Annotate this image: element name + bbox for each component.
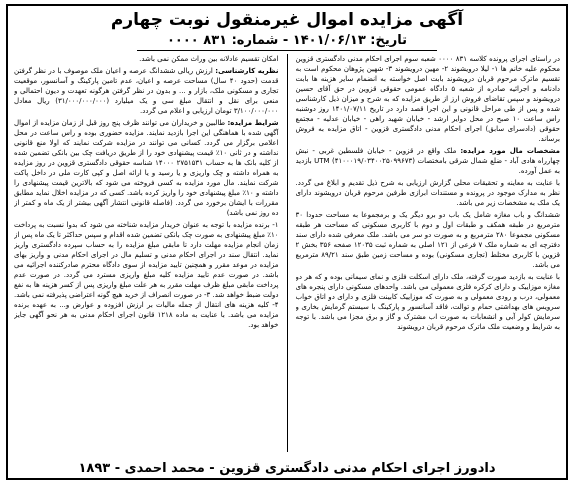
expert-opinion-heading: نظریه کارشناسی: <box>215 67 279 75</box>
notice-date-number: تاریخ: ۱۴۰۱/۰۶/۱۳ - شماره: ۸۳۱ ۰۰۰۰ <box>137 32 437 51</box>
paragraph-auction-terms <box>14 118 279 218</box>
auction-terms-text: طالبین و خریداران می توانند ظرف پنج روز قبل از زمان مزایده از اموال آگهی شده با هماهنگی این اجرا بازدید نمایند. مزایده حضوری بوده و راس ساعت در محل اعلامی برگزار می گردد. کسانی می توانند در مزایده شرکت نمایند که اولا منع قانونی نداشته و در ثانی ۱۰٪ قیمت پیشنهادی خود را از طریق دریافت چک بین بانکی تضمین شده از کلیه بانک ها به حساب ۲۷۵۱۵۳۱ ۱۴۰۰۰ شناسه حقوقی دادگستری قزوین در روز مزایده به همراه داشته و چک واریزی و یا رسید و یا ارائه اصل و کپی کارت ملی در داخل پاکت شرکت نمایند. مال مورد مزایده به کسی فروخته می شود که بالاترین قیمت پیشنهادی را داشته و ۱۰٪ مبلغ پیشنهادی خود را واریز کرده باشد. کسی که در مزایده اخلال نماید مطابق مقررات با ایشان برخورد می گردد. (فاصله قانونی انتشار آگهی بیشتر از یک ماه و کمتر از ده روز نمی باشد) <box>14 119 279 217</box>
expert-opinion-text: ارزش ریالی ششدانگ عرصه و اعیان ملک موصوف با در نظر گرفتن قدمت (حدود ۴۰ سال) مساحت عرصه و اعیان، عدم تامین پارکینگ و آسانسور، موقعیت تجاری و مسکونی ملک، بازار و ... و بدون در نظر گرفتن هرگونه تعهدت و دیون احتمالی و منعی برای نقل و انتقال مبلغ سی و یک میلیارد (۳۱/۰۰۰/۰۰۰/۰۰۰) ریال معادل ۳/۱۰۰/۰۰۰/۰۰۰ تومان ارزیابی و اعلام می گردد. <box>14 67 279 115</box>
property-spec-text: ملک واقع در قزوین - خیابان فلسطین غربی - نبش چهارراه هادی آباد - ضلع شمال شرقی بامختصات UTM (۴۱۰۰۰۱۹/۰۳۴۰۰۲۵۰۹۹۶۷۳) بازدید به عمل آورده. <box>295 147 560 175</box>
notice-frame <box>6 4 568 480</box>
column-divider <box>287 54 288 452</box>
paragraph-property-spec <box>296 146 561 176</box>
paragraph-building-features: با عنایت به بازدید صورت گرفته، ملک دارای اسکلت فلزی و نمای سیمانی بوده و که هر دو مغازه موزاییک و دارای کرکره فلزی معمولی می باشد. واحدهای مسکونی دارای پنجره های معمولی، درب و رودی معمولی و به صورت که موزاییک کابینت فلزی و دارای دو اتاق خواب سرویس های بهداشتی حمام و توالت، فاقد آسانسور و پارکینگ با سیستم گرمایش بخاری و سرمایش کولر آبی و انشعابات به صورت اب مشترک و گاز و برق مجزا می باشد. با توجه به شرایط و وضعیت ملک ماترک مرحوم قربان درویشوند <box>295 273 560 331</box>
paragraph-expert-opinion <box>14 66 279 116</box>
paragraph-inspection: با عنایت به معاینه و تحقیقات محلی گزارش ارزیابی به شرح ذیل تقدیم و ابلاغ می گردد. نظر به مدارک موجود در پرونده و مستندات ابرازی طرفین مرحوم قربان درویشوند دارای یک ملک به مشخصات زیر می باشد. <box>295 179 560 207</box>
paragraph-winner-terms: ۱- برنده مزایده با توجه به عنوان خریدار مزایده شناخته می شود که بدوا نسبت به پرداخت ۱۰٪ مبلغ پیشنهادی به صورت چک بانکی تضمین شده اقدام و سپس حداکثر تا یک ماه پس از زمان انجام مزایده مهلت دارد تا مابقی مبلغ مزایده را به حساب سپرده دادگستری واریز نماید. انتقال سند در اجرای احکام مدنی و تسلیم مال در اجرای احکام مدنی و واریز بهای مزایده در موعد مقرر و همچنین تایید مزایده از سوی دادگاه محترم صادرکننده اجرائیه می باشد. در صورت عدم تایید مزایده کلیه مبلغ واریزی مسترد می گردد. در صورت عدم پرداخت مابقی مبلغ ظرف مهلت مقرر به هر علت مبلغ واریزی پس از کسر هزینه ها به نفع دولت ضبط خواهد شد. ۳- در صورت انصراف از خرید هیچ گونه اعتراضی پذیرفته نمی باشد. ۴- کلیه هزینه های انتقال از جمله مالیات بر ارزش افزوده و عوارض و... به عهده برنده مزایده می باشد. با عنایت به ماده ۱۲۱۸ قانون اجرای احکام مدنی به هر نحو آگهی جایز خواهد بود. <box>14 221 279 329</box>
notice-signature: دادورز اجرای احکام مدنی دادگستری قزوین - محمد احمدی - ۱۸۹۳ <box>78 461 496 476</box>
right-column <box>296 54 561 452</box>
notice-body <box>14 54 560 452</box>
paragraph-intro: در راستای اجرای پرونده کلاسه ۸۳۱ ۰۰۰۰ شعبه سوم اجرای احکام مدنی دادگستری قزوین محکوم علیه خانم ها ۱- لیلا درویشوند ۲- مهین درویشوند ۳- شهین پژوهان محکوم است به تقسیم ماترک مرحوم قربان درویشوند بابت اصل خواسته به انضمام سایر هزینه ها بابت دادنامه و اجرائیه صادره از شعبه ۵ دادگاه عمومی حقوقی قزوین در حق آقای حسین درویشوند و سپس تقاضای فروش ارز از طریق مزایده که به شرح و میزان ذیل کارشناسی شده و پس از طی مراحل قانونی و این اجرا قصد دارد در تاریخ ۱۴۰۱/۰۷/۱۱ روز دوشنبه راس ساعت ۱۰ صبح در محل دوایر ارشد - خیابان شهید راهی - خیابان عدلیه - مجتمع حقوقی (دادسرای سابق) اجرای احکام مدنی دادگستری قزوین - اتاق مزایده به فروش برساند. <box>295 55 560 143</box>
property-spec-heading: مشخصات مال مورد مزایده: <box>460 147 560 155</box>
paragraph-property-details: ششدانگ و باب مغازه شامل یک باب دو برو دیگر یک و برمجموعا به مساحت حدودا ۳۰ مترمربع در طبقه همکف و طبقات اول و دوم با کاربری مسکونی که مساحت هر طبقه مسکونی مجموعا ۲۸۰ مترمربع و به صورت دو سر می باشد. ملک معرفی شده دارای سند دفترچه ای به شماره ملک ۷ فرعی از ۱۲۱ اصلی به شماره ثبت ۱۲۰۳۵ صفحه ۳۵۶ بخش ۲ قزوین با کاربری مختلط (تجاری مسکونی) بوده و مساحت زمین طبق سند ۸۹/۲۱ مترمربع می باشد. <box>295 211 560 269</box>
notice-title: آگهی مزایده اموال غیرمنقول نوبت چهارم <box>110 10 464 30</box>
paragraph-division: امکان تقسیم عادلانه بین وراث ممکن نمی باشد. <box>139 55 279 63</box>
left-column <box>14 54 279 452</box>
auction-terms-heading: شرایط مزایده: <box>227 119 279 127</box>
